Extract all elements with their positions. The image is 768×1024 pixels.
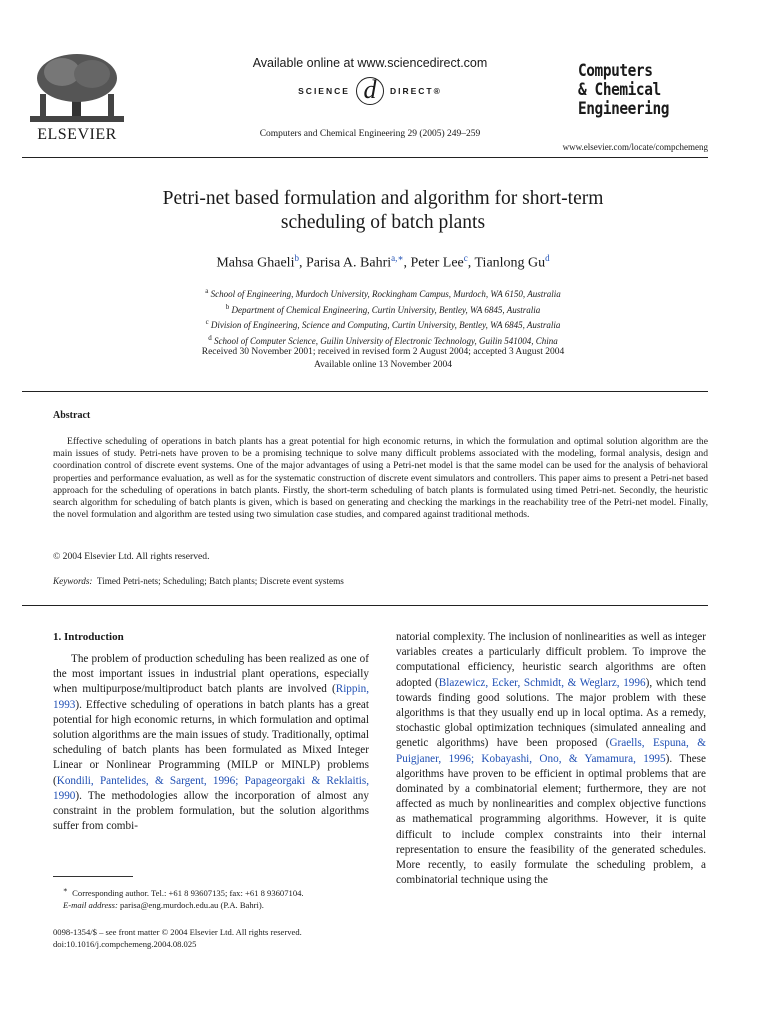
- author-name: Peter Lee: [410, 255, 464, 271]
- affil-mark: a: [205, 287, 209, 295]
- body-text: ). These algorithms have proven to be efficient in optimal problems that are dominated by a combinatorial element; furthermore, they are not affected as much by nonlinearities and complex objective functions as mathematical programming algorithms. However, it is quite difficult to include complex constraints into their internal representation to ensure the feasibility of the generated schedules. More recently, to easily formulate the scheduling problem, a combinatorial technique using the: [396, 752, 706, 887]
- author-affil-mark[interactable]: b: [294, 253, 299, 263]
- received-dates: Received 30 November 2001; received in revised form 2 August 2004; accepted 3 August 2004: [201, 347, 565, 357]
- affil-mark: d: [208, 333, 212, 342]
- body-text: ), which tend towards finding good solutions. The major problem with these algorithms is that they usually end up in local optima. As a remedy, stochastic global optimization techniques (simulated annealing and genetic algorithms) have been proposed (: [396, 676, 707, 750]
- body-text: The problem of production scheduling has been realized as one of the most important issues in industrial plant operations, especially when multipurpose/multiproduct batch plants are involved (: [53, 653, 369, 696]
- sciencedirect-mark-icon: d: [356, 77, 384, 105]
- author-name: Tianlong Gu: [474, 255, 546, 271]
- affiliation: [60, 301, 706, 317]
- journal-reference: Computers and Chemical Engineering 29 (2005) 249–259: [259, 129, 481, 139]
- affil-text: School of Computer Science, Guilin University of Electronic Technology, Guilin 541004, China: [213, 335, 558, 346]
- affiliation: [60, 316, 706, 332]
- author-affil-mark[interactable]: a,∗: [391, 253, 404, 263]
- affiliation: [60, 285, 706, 301]
- footnote-divider: [53, 876, 133, 877]
- keywords: [53, 576, 344, 586]
- citation-link[interactable]: Rippin, 1993: [53, 683, 369, 711]
- tree-icon: [22, 50, 132, 126]
- author-name: Mahsa Ghaeli: [216, 255, 295, 271]
- keywords-list: Timed Petri-nets; Scheduling; Batch plants; Discrete event systems: [96, 576, 344, 586]
- author-separator: ,: [403, 255, 411, 271]
- abstract-paragraph: Effective scheduling of operations in batch plants has a great potential for high economic returns, in which the formulation and optimal solution algorithm are the main issues of study. Petri-nets have proven to be a promising technique to solve many difficult problems associated with the modeling, formal analysis, design and coordination control of discrete event systems. One of the major advantages of using a Petri-net model is that the same model can be used for the analysis of behavioral properties and performance evaluation, as well as for the systematic construction of discrete event simulators and controllers. This paper aims to present a Petri-net based approach for the scheduling of operations in batch plants. Firstly, the short-term scheduling of batch plants is formulated using timed Petri-net. Secondly, the heuristic search algorithm for scheduling of batch plants is given, which is based on generating and checking the markings in the reachability tree of the Petri-net model. Finally, the novel formulation and algorithm are tested using two simulation case studies, and compared against traditional methods.: [53, 436, 708, 521]
- journal-name-logo: [578, 62, 718, 119]
- citation-link[interactable]: Kondili, Pantelides, & Sargent, 1996; Papageorgaki & Reklaitis, 1990: [53, 774, 369, 802]
- body-text: ). The methodologies allow the incorporation of almost any constraint in the problem formulation, but the solution algorithms suffer from combi-: [53, 789, 369, 833]
- journal-name-line: & Chemical: [578, 80, 661, 100]
- affil-mark: c: [205, 318, 209, 326]
- author-separator: ,: [467, 255, 475, 271]
- doi-line[interactable]: doi:10.1016/j.compchemeng.2004.08.025: [53, 939, 197, 949]
- journal-url-link[interactable]: www.elsevier.com/locate/compchemeng: [562, 142, 708, 152]
- sciencedirect-right: DIRECT®: [389, 86, 442, 96]
- author-separator: ,: [298, 255, 306, 271]
- publisher-name: ELSEVIER: [37, 126, 117, 143]
- footnote-mark: ∗: [63, 886, 68, 894]
- issn-line: 0098-1354/$ – see front matter © 2004 Elsevier Ltd. All rights reserved.: [53, 927, 302, 937]
- intro-column-left: [53, 652, 369, 834]
- abstract-copyright: © 2004 Elsevier Ltd. All rights reserved.: [53, 551, 210, 562]
- corresponding-author: [63, 884, 369, 899]
- abstract-divider-bottom: [22, 605, 708, 606]
- journal-name-line: Computers: [578, 61, 653, 81]
- footnote-text: Corresponding author. Tel.: +61 8 93607135; fax: +61 8 93607104.: [72, 887, 304, 898]
- intro-paragraph: [53, 652, 369, 834]
- affil-mark: b: [225, 302, 230, 311]
- title-line: scheduling of batch plants: [280, 212, 486, 233]
- abstract-divider-top: [22, 391, 708, 392]
- front-matter: [53, 926, 369, 950]
- footnote: [53, 884, 369, 911]
- intro-column-right: [396, 630, 706, 888]
- header-divider: [22, 157, 708, 158]
- affil-text: Division of Engineering, Science and Computing, Curtin University, Bentley, WA 6845, Australia: [210, 320, 561, 330]
- author-affil-mark[interactable]: d: [545, 253, 550, 263]
- body-text: ). Effective scheduling of operations in batch plants has a great potential for high economic returns, in which formulation and optimal solution algorithms are the main issues of study. Traditionally, optimal scheduling of batch plants has been formulated as Mixed Integer Linear or Nonlinear Programming (MILP or MINLP) problems (: [53, 698, 369, 787]
- affil-text: Department of Chemical Engineering, Curtin University, Bentley, WA 6845, Australia: [231, 304, 541, 315]
- available-online-text: Available online at www.sciencedirect.com: [252, 56, 488, 70]
- available-date: Available online 13 November 2004: [313, 359, 453, 370]
- keywords-label: Keywords:: [53, 576, 93, 586]
- abstract-heading: Abstract: [53, 410, 91, 421]
- sciencedirect-logo: [220, 76, 520, 106]
- sciencedirect-left: SCIENCE: [298, 86, 350, 96]
- abstract-body: [53, 436, 708, 521]
- affiliation: [60, 332, 706, 348]
- intro-paragraph: [396, 630, 706, 888]
- author-list: [60, 253, 706, 272]
- author-affil-mark[interactable]: c: [463, 253, 468, 263]
- title-line: Petri-net based formulation and algorithm for short-term: [162, 188, 604, 209]
- body-text: natorial complexity. The inclusion of nonlinearities as well as integer variables creates a particularly difficult problem. To improve the computational efficiency, heuristic search algorithms are often adopted (: [396, 631, 706, 689]
- author-name: Parisa A. Bahri: [305, 255, 392, 271]
- email-label: E-mail address:: [63, 899, 118, 910]
- email-address[interactable]: parisa@eng.murdoch.edu.au (P.A. Bahri).: [119, 899, 264, 910]
- journal-name-line: Engineering: [578, 99, 670, 119]
- article-dates: [60, 346, 706, 371]
- section-heading: 1. Introduction: [53, 631, 124, 643]
- affil-text: School of Engineering, Murdoch University, Rockingham Campus, Murdoch, WA 6150, Australia: [210, 289, 561, 299]
- citation-link[interactable]: Graells, Espuna, & Puigjaner, 1996; Kobayashi, Ono, & Yamamura, 1995: [396, 737, 707, 765]
- article-title: [60, 187, 706, 235]
- email-line: [63, 899, 369, 911]
- affiliations: [60, 285, 706, 347]
- citation-link[interactable]: Blazewicz, Ecker, Schmidt, & Weglarz, 1996: [438, 676, 646, 689]
